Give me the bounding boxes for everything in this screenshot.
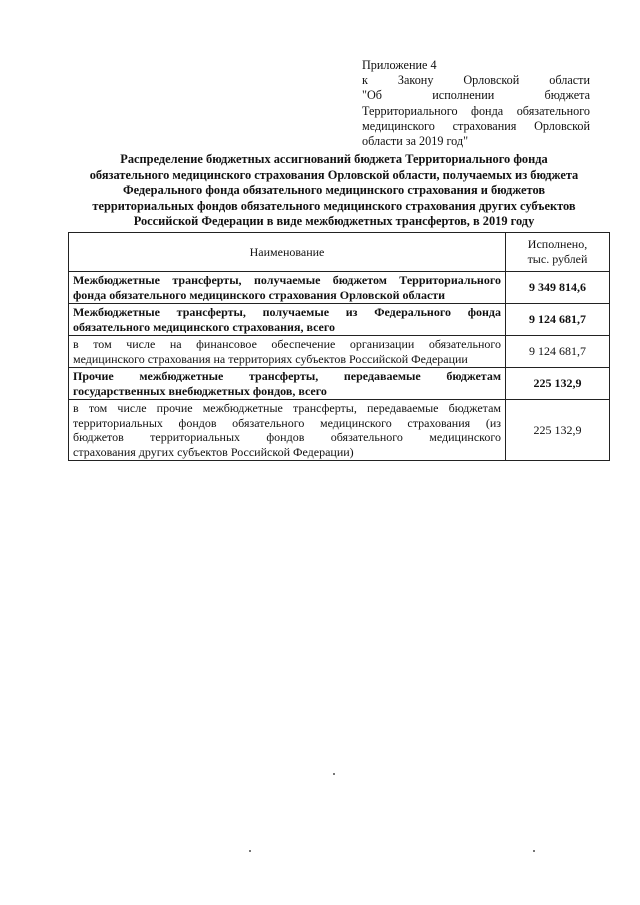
header-value bbox=[506, 233, 610, 272]
row-name-line: Прочие межбюджетные трансферты, передаваемые бюджетам bbox=[73, 369, 501, 383]
row-name-line: в том числе на финансовое обеспечение организации обязательного bbox=[73, 337, 501, 351]
header-value-line: тыс. рублей bbox=[527, 252, 588, 266]
transfers-table bbox=[68, 232, 610, 461]
row-name-cell bbox=[69, 304, 506, 336]
table-row bbox=[69, 304, 610, 336]
title-line: обязательного медицинского страхования Орловской области, получаемых из бюджета bbox=[89, 167, 579, 182]
title-line: Распределение бюджетных ассигнований бюджета Территориального фонда bbox=[120, 152, 548, 166]
table-row bbox=[69, 368, 610, 400]
table-body bbox=[69, 272, 610, 461]
table-header-row bbox=[69, 233, 610, 272]
row-name-line: в том числе прочие межбюджетные трансферты, передаваемые бюджетам bbox=[73, 401, 501, 415]
row-name-line: обязательного медицинского страхования, всего bbox=[73, 319, 336, 334]
scan-speck bbox=[249, 850, 251, 852]
title-line: Российской Федерации в виде межбюджетных трансфертов, в 2019 году bbox=[133, 214, 535, 229]
row-name-line: медицинского страхования на территориях субъектов Российской Федерации bbox=[73, 351, 468, 366]
row-name-cell bbox=[69, 336, 506, 368]
title-line: территориальных фондов обязательного медицинского страхования других субъектов bbox=[92, 198, 576, 213]
row-value-cell: 9 124 681,7 bbox=[506, 336, 610, 368]
appendix-line: Приложение 4 bbox=[362, 58, 437, 72]
title-line: Федерального фонда обязательного медицинского страхования и бюджетов bbox=[122, 183, 546, 198]
row-name-line: государственных внебюджетных фондов, всего bbox=[73, 383, 327, 398]
table-row bbox=[69, 336, 610, 368]
row-value-cell: 225 132,9 bbox=[506, 368, 610, 400]
header-value-line: Исполнено, bbox=[527, 237, 588, 251]
row-name-line: территориальных фондов обязательного медицинского страхования (из bbox=[73, 415, 501, 430]
header-name: Наименование bbox=[69, 233, 506, 272]
appendix-line: "Об исполнении бюджета bbox=[362, 88, 590, 103]
table-row bbox=[69, 272, 610, 304]
row-name-cell bbox=[69, 368, 506, 400]
scan-speck bbox=[333, 773, 335, 775]
row-name-line: страхования других субъектов Российской Федерации) bbox=[73, 444, 354, 459]
row-value-cell: 9 349 814,6 bbox=[506, 272, 610, 304]
appendix-line: к Закону Орловской области bbox=[362, 73, 590, 88]
row-name-line: бюджетов территориальных фондов обязательного медицинского bbox=[73, 430, 501, 444]
row-value-cell: 9 124 681,7 bbox=[506, 304, 610, 336]
row-name-cell bbox=[69, 272, 506, 304]
table-row bbox=[69, 400, 610, 461]
row-name-line: фонда обязательного медицинского страхования Орловской области bbox=[73, 287, 446, 302]
appendix-note bbox=[362, 58, 590, 149]
appendix-line: Территориального фонда обязательного bbox=[362, 103, 590, 118]
scan-speck bbox=[533, 850, 535, 852]
appendix-line: области за 2019 год" bbox=[362, 134, 469, 149]
document-title bbox=[70, 152, 598, 230]
row-name-cell bbox=[69, 400, 506, 461]
row-name-line: Межбюджетные трансферты, получаемые бюджетом Территориального bbox=[73, 273, 501, 287]
row-value-cell: 225 132,9 bbox=[506, 400, 610, 461]
row-name-line: Межбюджетные трансферты, получаемые из Федерального фонда bbox=[73, 305, 501, 319]
appendix-line: медицинского страхования Орловской bbox=[362, 118, 590, 133]
